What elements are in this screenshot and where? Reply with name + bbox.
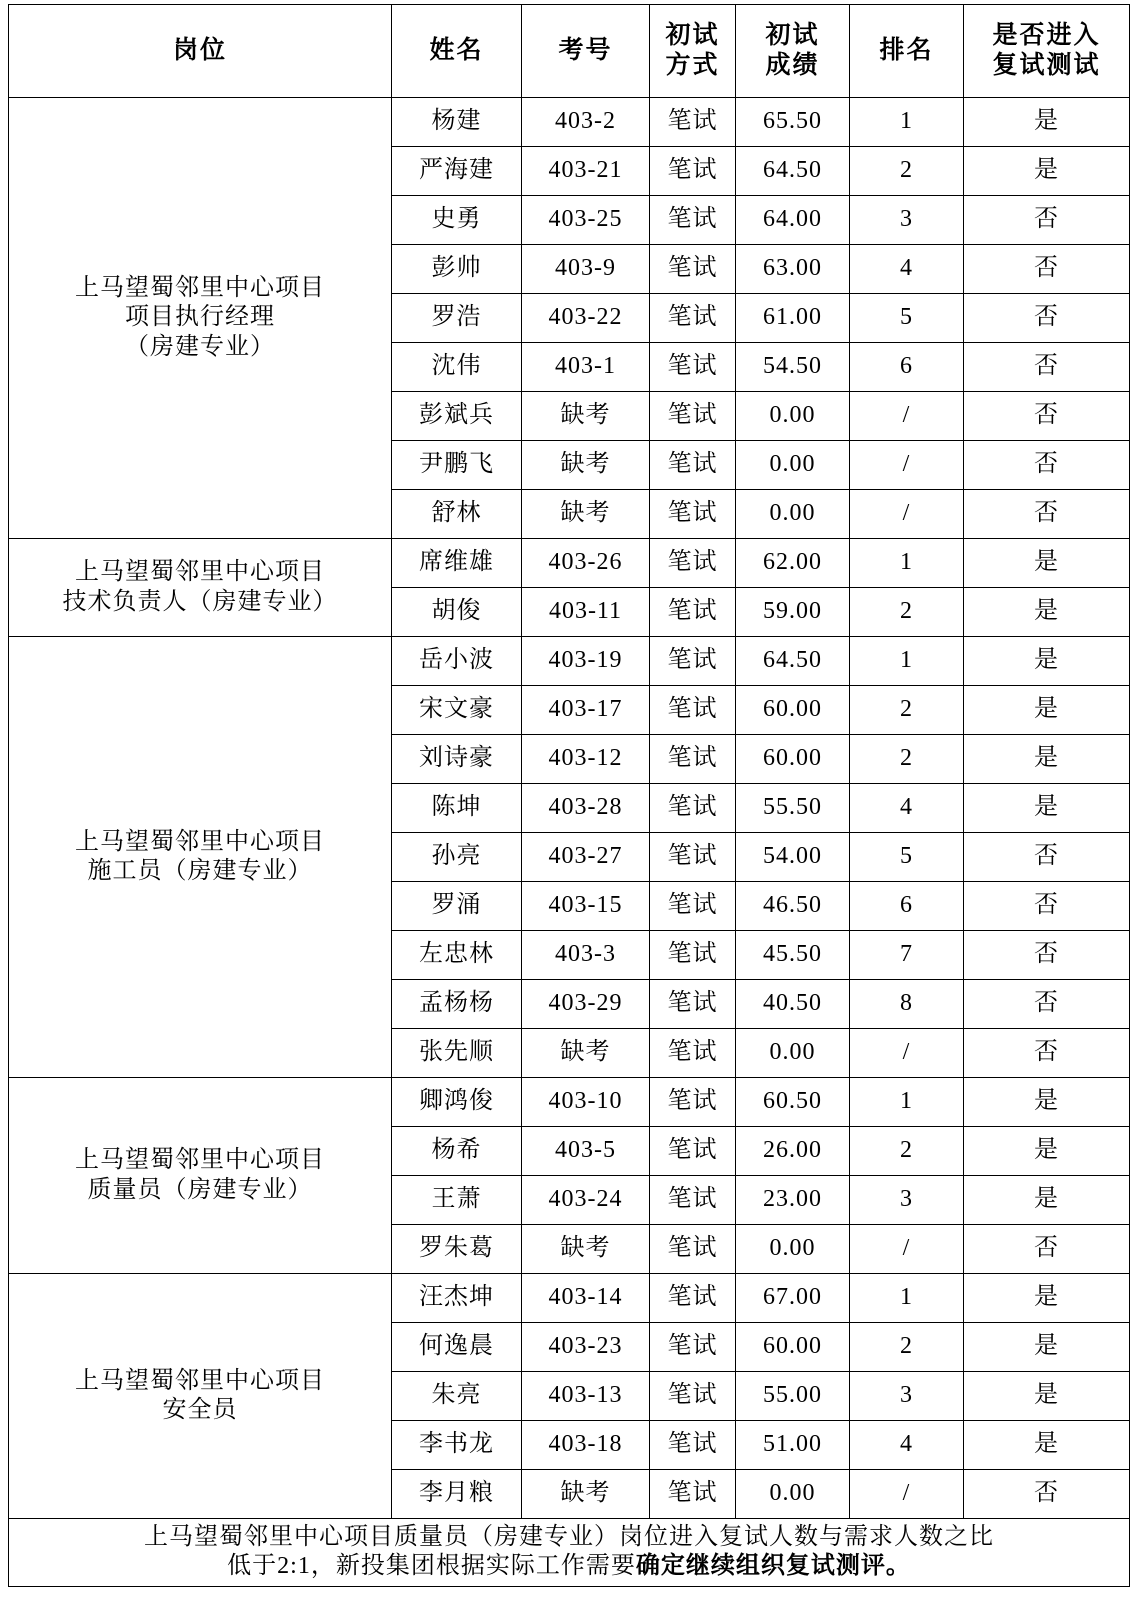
exam-no-cell: 403-5: [522, 1127, 650, 1176]
exam-no-cell: 403-14: [522, 1274, 650, 1323]
rank-cell: 3: [850, 1176, 964, 1225]
score-cell: 63.00: [736, 245, 850, 294]
name-cell: 孟杨杨: [392, 980, 522, 1029]
table-row: [9, 1274, 1130, 1323]
name-cell: 孙亮: [392, 833, 522, 882]
pass-cell: 是: [964, 1127, 1130, 1176]
score-cell: 46.50: [736, 882, 850, 931]
table-row: [9, 539, 1130, 588]
exam-no-cell: 403-2: [522, 98, 650, 147]
pass-cell: 否: [964, 882, 1130, 931]
exam-no-cell: 403-1: [522, 343, 650, 392]
pass-cell: 否: [964, 294, 1130, 343]
post-cell: [9, 1274, 392, 1519]
name-cell: 席维雄: [392, 539, 522, 588]
pass-cell: 是: [964, 686, 1130, 735]
mode-cell: 笔试: [650, 1323, 736, 1372]
name-cell: 岳小波: [392, 637, 522, 686]
column-header-rank-label: 排名: [879, 36, 934, 64]
mode-cell: 笔试: [650, 882, 736, 931]
exam-no-cell: 403-22: [522, 294, 650, 343]
mode-cell: 笔试: [650, 98, 736, 147]
exam-no-cell: 403-19: [522, 637, 650, 686]
rank-cell: /: [850, 1029, 964, 1078]
score-cell: 61.00: [736, 294, 850, 343]
score-cell: 67.00: [736, 1274, 850, 1323]
name-cell: 陈坤: [392, 784, 522, 833]
rank-cell: 4: [850, 245, 964, 294]
rank-cell: /: [850, 490, 964, 539]
post-line: 上马望蜀邻里中心项目: [75, 828, 325, 855]
name-cell: 杨希: [392, 1127, 522, 1176]
rank-cell: /: [850, 441, 964, 490]
pass-cell: 是: [964, 1274, 1130, 1323]
exam-no-cell: 403-10: [522, 1078, 650, 1127]
score-cell: 64.50: [736, 637, 850, 686]
pass-cell: 是: [964, 1176, 1130, 1225]
score-cell: 64.50: [736, 147, 850, 196]
score-cell: 0.00: [736, 441, 850, 490]
rank-cell: 8: [850, 980, 964, 1029]
name-cell: 王萧: [392, 1176, 522, 1225]
rank-cell: 4: [850, 1421, 964, 1470]
score-cell: 40.50: [736, 980, 850, 1029]
mode-cell: 笔试: [650, 343, 736, 392]
post-line: 上马望蜀邻里中心项目: [75, 559, 325, 586]
rank-cell: /: [850, 392, 964, 441]
pass-cell: 是: [964, 539, 1130, 588]
table-header: [9, 5, 1130, 98]
score-cell: 0.00: [736, 1225, 850, 1274]
exam-no-cell: 403-26: [522, 539, 650, 588]
pass-cell: 否: [964, 392, 1130, 441]
mode-cell: 笔试: [650, 1470, 736, 1519]
exam-no-cell: 缺考: [522, 441, 650, 490]
column-header-mode-line1: 初试: [665, 22, 720, 49]
mode-cell: 笔试: [650, 1127, 736, 1176]
pass-cell: 否: [964, 441, 1130, 490]
pass-cell: 是: [964, 1372, 1130, 1421]
table-row: [9, 637, 1130, 686]
column-header-rank: [850, 5, 964, 98]
rank-cell: 6: [850, 882, 964, 931]
note-line-2: [11, 1552, 1127, 1581]
mode-cell: 笔试: [650, 588, 736, 637]
mode-cell: 笔试: [650, 1225, 736, 1274]
score-cell: 60.00: [736, 735, 850, 784]
pass-cell: 否: [964, 980, 1130, 1029]
post-line: 上马望蜀邻里中心项目: [75, 1367, 325, 1394]
rank-cell: /: [850, 1225, 964, 1274]
exam-no-cell: 403-29: [522, 980, 650, 1029]
note-line-2-plain: 低于2:1，新投集团根据实际工作需要: [227, 1553, 636, 1580]
pass-cell: 否: [964, 833, 1130, 882]
pass-cell: 是: [964, 784, 1130, 833]
pass-cell: 是: [964, 588, 1130, 637]
mode-cell: 笔试: [650, 637, 736, 686]
name-cell: 严海建: [392, 147, 522, 196]
exam-no-cell: 403-11: [522, 588, 650, 637]
score-cell: 26.00: [736, 1127, 850, 1176]
rank-cell: 1: [850, 637, 964, 686]
pass-cell: 否: [964, 1029, 1130, 1078]
score-cell: 0.00: [736, 490, 850, 539]
score-cell: 0.00: [736, 1470, 850, 1519]
note-line-2-strong: 确定继续组织复试测评。: [635, 1553, 911, 1580]
exam-no-cell: 403-9: [522, 245, 650, 294]
mode-cell: 笔试: [650, 539, 736, 588]
exam-no-cell: 缺考: [522, 1029, 650, 1078]
exam-no-cell: 403-21: [522, 147, 650, 196]
column-header-score: [736, 5, 850, 98]
column-header-pass-line1: 是否进入: [992, 22, 1101, 49]
mode-cell: 笔试: [650, 735, 736, 784]
score-cell: 23.00: [736, 1176, 850, 1225]
note-line-1: 上马望蜀邻里中心项目质量员（房建专业）岗位进入复试人数与需求人数之比: [144, 1524, 994, 1550]
name-cell: 罗朱葛: [392, 1225, 522, 1274]
pass-cell: 否: [964, 1470, 1130, 1519]
pass-cell: 否: [964, 490, 1130, 539]
post-line: 安全员: [162, 1397, 238, 1423]
table-row: [9, 98, 1130, 147]
rank-cell: 1: [850, 1274, 964, 1323]
pass-cell: 是: [964, 1078, 1130, 1127]
post-line: （房建专业）: [125, 333, 275, 360]
post-cell: [9, 637, 392, 1078]
name-cell: 卿鸿俊: [392, 1078, 522, 1127]
score-cell: 62.00: [736, 539, 850, 588]
post-line: 项目执行经理: [125, 304, 275, 331]
column-header-exam-no: [522, 5, 650, 98]
score-cell: 51.00: [736, 1421, 850, 1470]
mode-cell: 笔试: [650, 1274, 736, 1323]
exam-no-cell: 403-27: [522, 833, 650, 882]
rank-cell: 1: [850, 539, 964, 588]
mode-cell: 笔试: [650, 784, 736, 833]
score-cell: 64.00: [736, 196, 850, 245]
score-cell: 45.50: [736, 931, 850, 980]
exam-no-cell: 403-24: [522, 1176, 650, 1225]
post-line: 质量员（房建专业）: [87, 1176, 313, 1203]
table-note-row: [9, 1519, 1130, 1587]
score-cell: 54.50: [736, 343, 850, 392]
name-cell: 彭帅: [392, 245, 522, 294]
rank-cell: 1: [850, 98, 964, 147]
rank-cell: 2: [850, 588, 964, 637]
pass-cell: 是: [964, 1421, 1130, 1470]
mode-cell: 笔试: [650, 1078, 736, 1127]
score-cell: 0.00: [736, 1029, 850, 1078]
column-header-name-label: 姓名: [429, 36, 484, 64]
mode-cell: 笔试: [650, 294, 736, 343]
mode-cell: 笔试: [650, 392, 736, 441]
column-header-exam-no-label: 考号: [558, 36, 613, 64]
exam-no-cell: 403-15: [522, 882, 650, 931]
name-cell: 罗浩: [392, 294, 522, 343]
table-note-cell: [9, 1519, 1130, 1587]
rank-cell: 2: [850, 147, 964, 196]
score-cell: 55.50: [736, 784, 850, 833]
post-cell: [9, 1078, 392, 1274]
score-cell: 60.00: [736, 1323, 850, 1372]
column-header-pass-line2: 复试测试: [992, 52, 1101, 79]
rank-cell: 5: [850, 294, 964, 343]
mode-cell: 笔试: [650, 931, 736, 980]
column-header-pass: [964, 5, 1130, 98]
exam-results-table: [8, 4, 1130, 1587]
column-header-name: [392, 5, 522, 98]
mode-cell: 笔试: [650, 686, 736, 735]
pass-cell: 否: [964, 196, 1130, 245]
name-cell: 史勇: [392, 196, 522, 245]
score-cell: 65.50: [736, 98, 850, 147]
column-header-post: [9, 5, 392, 98]
name-cell: 沈伟: [392, 343, 522, 392]
pass-cell: 否: [964, 343, 1130, 392]
name-cell: 李书龙: [392, 1421, 522, 1470]
exam-no-cell: 403-25: [522, 196, 650, 245]
column-header-score-line1: 初试: [765, 22, 820, 49]
pass-cell: 否: [964, 1225, 1130, 1274]
mode-cell: 笔试: [650, 833, 736, 882]
mode-cell: 笔试: [650, 490, 736, 539]
rank-cell: 3: [850, 1372, 964, 1421]
exam-no-cell: 403-18: [522, 1421, 650, 1470]
mode-cell: 笔试: [650, 441, 736, 490]
score-cell: 60.50: [736, 1078, 850, 1127]
exam-no-cell: 缺考: [522, 490, 650, 539]
name-cell: 彭斌兵: [392, 392, 522, 441]
pass-cell: 是: [964, 735, 1130, 784]
pass-cell: 是: [964, 98, 1130, 147]
name-cell: 宋文豪: [392, 686, 522, 735]
exam-no-cell: 缺考: [522, 1225, 650, 1274]
post-line: 上马望蜀邻里中心项目: [75, 1147, 325, 1174]
score-cell: 54.00: [736, 833, 850, 882]
rank-cell: 7: [850, 931, 964, 980]
rank-cell: 3: [850, 196, 964, 245]
mode-cell: 笔试: [650, 1372, 736, 1421]
exam-no-cell: 403-28: [522, 784, 650, 833]
exam-no-cell: 403-23: [522, 1323, 650, 1372]
score-cell: 59.00: [736, 588, 850, 637]
exam-no-cell: 403-12: [522, 735, 650, 784]
name-cell: 李月粮: [392, 1470, 522, 1519]
post-cell: [9, 98, 392, 539]
mode-cell: 笔试: [650, 147, 736, 196]
pass-cell: 否: [964, 931, 1130, 980]
post-line: 技术负责人（房建专业）: [62, 588, 338, 615]
exam-no-cell: 403-3: [522, 931, 650, 980]
rank-cell: 2: [850, 686, 964, 735]
rank-cell: 5: [850, 833, 964, 882]
post-cell: [9, 539, 392, 637]
column-header-post-label: 岗位: [172, 36, 227, 64]
exam-no-cell: 403-17: [522, 686, 650, 735]
name-cell: 尹鹏飞: [392, 441, 522, 490]
table-header-row: [9, 5, 1130, 98]
name-cell: 舒林: [392, 490, 522, 539]
pass-cell: 否: [964, 245, 1130, 294]
column-header-mode: [650, 5, 736, 98]
mode-cell: 笔试: [650, 1029, 736, 1078]
pass-cell: 是: [964, 147, 1130, 196]
name-cell: 左忠林: [392, 931, 522, 980]
rank-cell: 2: [850, 1127, 964, 1176]
column-header-mode-line2: 方式: [665, 52, 720, 79]
mode-cell: 笔试: [650, 196, 736, 245]
name-cell: 罗涌: [392, 882, 522, 931]
post-line: 上马望蜀邻里中心项目: [75, 275, 325, 302]
rank-cell: 2: [850, 735, 964, 784]
column-header-score-line2: 成绩: [765, 52, 820, 79]
name-cell: 杨建: [392, 98, 522, 147]
post-line: 施工员（房建专业）: [87, 858, 313, 884]
name-cell: 何逸晨: [392, 1323, 522, 1372]
exam-no-cell: 缺考: [522, 1470, 650, 1519]
mode-cell: 笔试: [650, 1421, 736, 1470]
mode-cell: 笔试: [650, 245, 736, 294]
rank-cell: 1: [850, 1078, 964, 1127]
name-cell: 汪杰坤: [392, 1274, 522, 1323]
name-cell: 朱亮: [392, 1372, 522, 1421]
name-cell: 胡俊: [392, 588, 522, 637]
score-cell: 55.00: [736, 1372, 850, 1421]
rank-cell: 2: [850, 1323, 964, 1372]
rank-cell: /: [850, 1470, 964, 1519]
pass-cell: 是: [964, 1323, 1130, 1372]
score-cell: 0.00: [736, 392, 850, 441]
table-row: [9, 1078, 1130, 1127]
rank-cell: 6: [850, 343, 964, 392]
exam-no-cell: 缺考: [522, 392, 650, 441]
name-cell: 刘诗豪: [392, 735, 522, 784]
mode-cell: 笔试: [650, 1176, 736, 1225]
pass-cell: 是: [964, 637, 1130, 686]
exam-no-cell: 403-13: [522, 1372, 650, 1421]
name-cell: 张先顺: [392, 1029, 522, 1078]
score-cell: 60.00: [736, 686, 850, 735]
mode-cell: 笔试: [650, 980, 736, 1029]
rank-cell: 4: [850, 784, 964, 833]
